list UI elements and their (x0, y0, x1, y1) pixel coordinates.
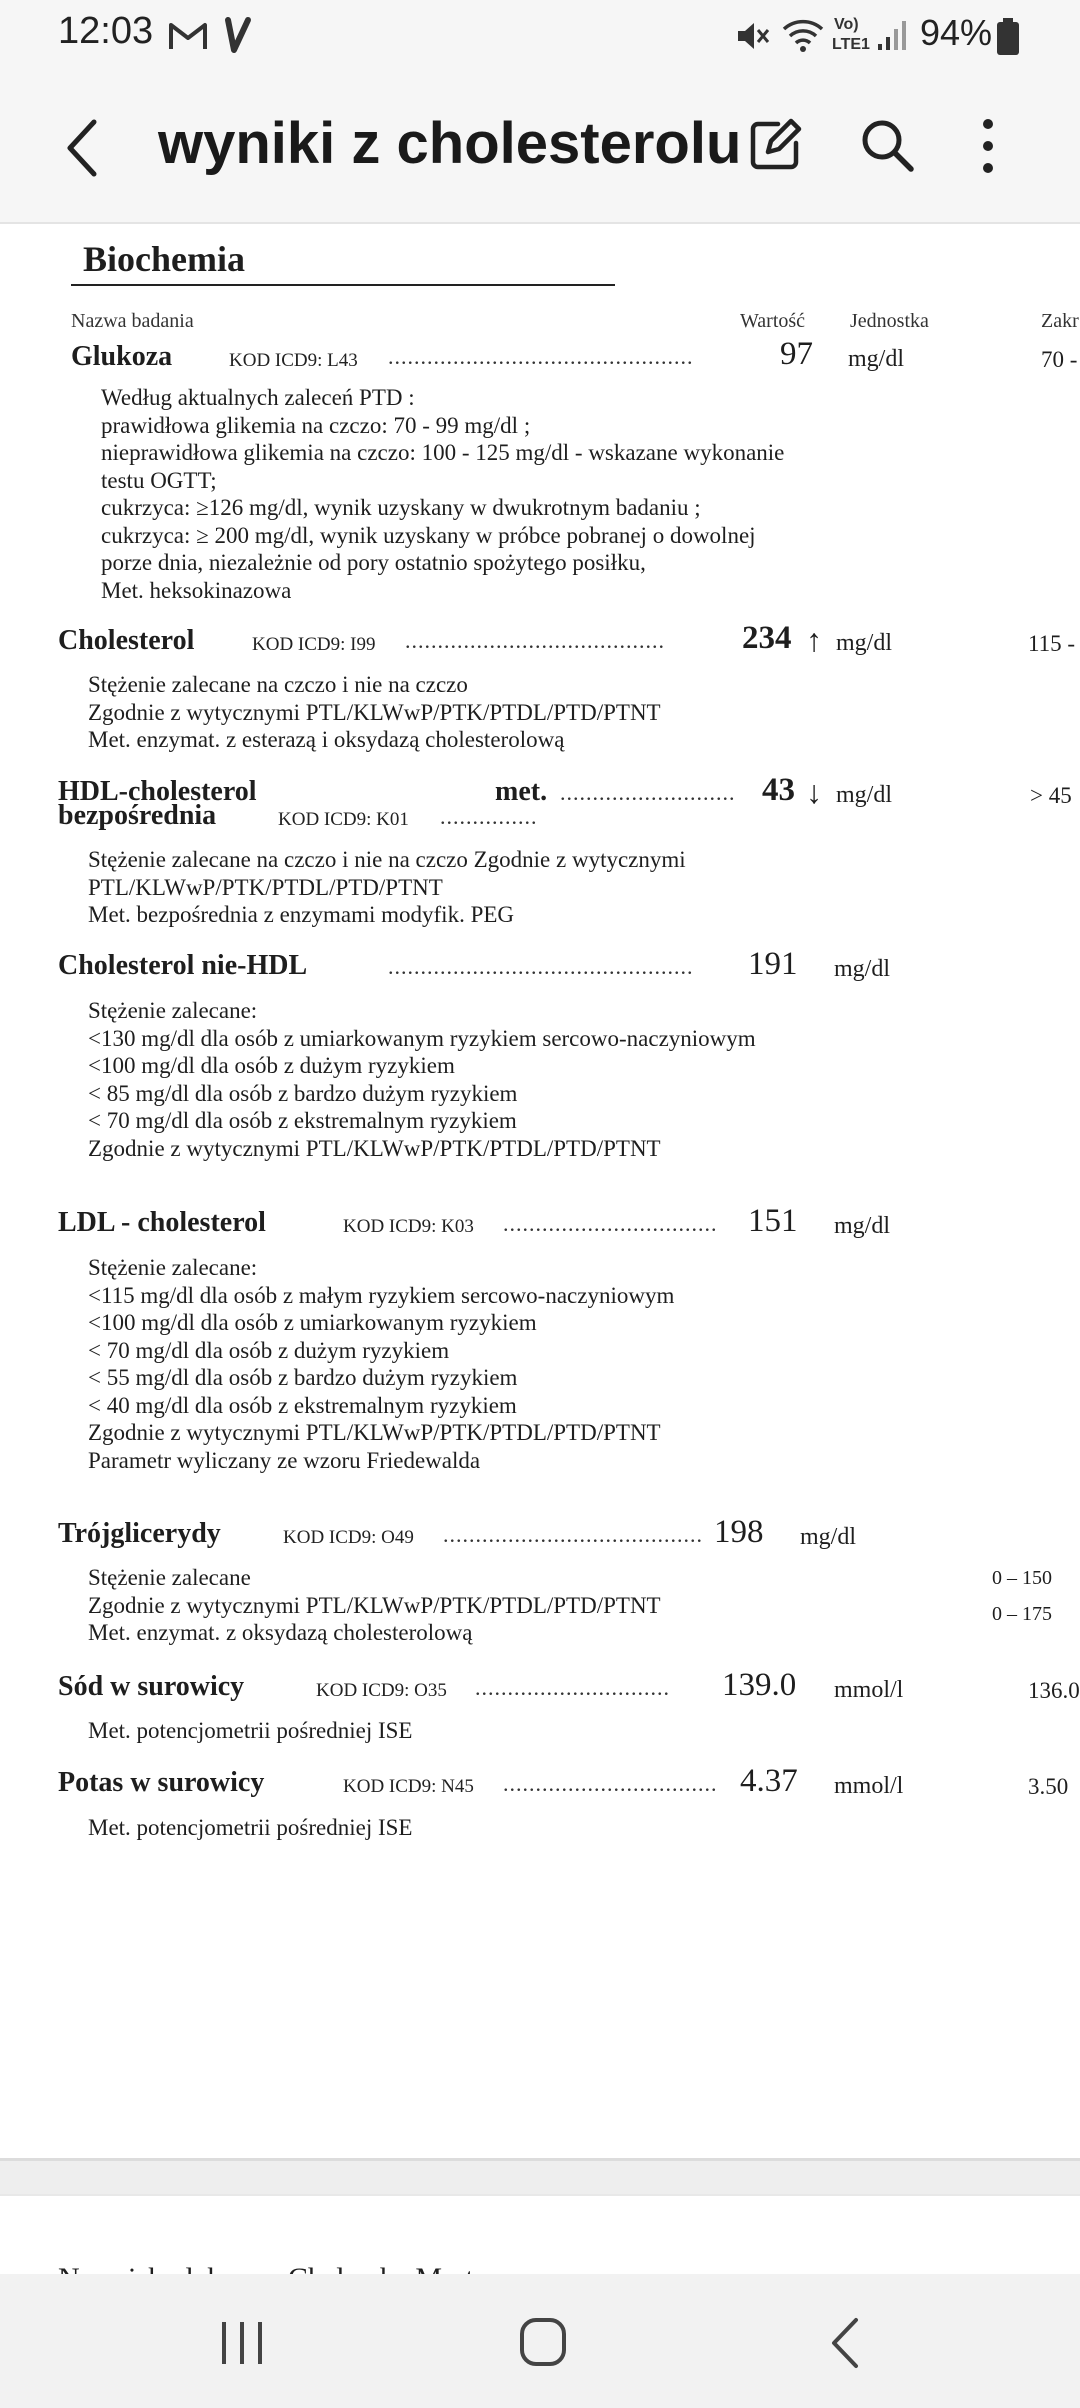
test-value: 198 (714, 1514, 764, 1550)
low-flag: ↓ (806, 774, 822, 810)
test-notes: Met. potencjometrii pośredniej ISE (88, 1718, 413, 1743)
test-unit: mg/dl (834, 956, 891, 982)
dot-leader: ............................................... (388, 954, 694, 979)
page-title: wyniki z cholesterolu (158, 111, 742, 176)
column-header-unit: Jednostka (850, 310, 929, 332)
next-pdf-page (0, 2198, 1080, 2274)
test-notes: Stężenie zalecane na czczo i nie na czczo Zgodnie z wytycznymi PTL/KLWwP/PTK/PTDL/PTD/PTNT Met. enzymat. z esterazą i oksydazą cholesterolową (88, 672, 661, 752)
reference-range: 136.0 (1028, 1678, 1080, 1703)
status-time: 12:03 (58, 10, 154, 52)
home-button[interactable] (518, 2316, 568, 2368)
test-notes: Stężenie zalecane: <115 mg/dl dla osób z małym ryzykiem sercowo-naczyniowym <100 mg/dl dla osób z umiarkowanym ryzykiem < 70 mg/dl dla osób z dużym ryzykiem < 55 mg/dl dla osób z bardzo dużym ryzykiem < 40 mg/dl dla osób z ekstremalnym ryzykiem Zgodnie z wytycznymi PTL/KLWwP/PTK/PTDL/PTD/PTNT Parametr wyliczany ze wzoru Friedewalda (88, 1255, 675, 1473)
page-separator (0, 2158, 1080, 2196)
test-code: KOD ICD9: O35 (316, 1680, 447, 1701)
high-flag: ↑ (806, 622, 822, 658)
status-bar (0, 0, 1080, 72)
wifi-icon (782, 16, 824, 54)
test-name: Sód w surowicy (58, 1671, 245, 1702)
test-code: KOD ICD9: N45 (343, 1776, 474, 1797)
gmail-icon (168, 20, 208, 52)
reference-range: 70 - (1041, 347, 1078, 372)
test-unit: mg/dl (848, 346, 905, 372)
test-code: KOD ICD9: K01 (278, 809, 409, 830)
test-name: LDL - cholesterol (58, 1207, 266, 1238)
test-value: 234 (742, 620, 792, 656)
dot-leader: ............... (440, 804, 538, 829)
reference-range: 115 - (1028, 631, 1076, 656)
volte-indicator: Vo) (834, 16, 859, 33)
test-unit: mmol/l (834, 1773, 904, 1799)
test-name-line2: bezpośrednia (58, 800, 217, 831)
test-unit: mg/dl (836, 630, 893, 656)
test-notes: Stężenie zalecane Zgodnie z wytycznymi PTL/KLWwP/PTK/PTDL/PTD/PTNT Met. enzymat. z oksydazą cholesterolową (88, 1565, 661, 1645)
back-button[interactable] (62, 118, 106, 178)
battery-percent: 94% (920, 12, 993, 53)
lte-indicator: LTE1 (832, 36, 870, 53)
test-name: Cholesterol nie-HDL (58, 950, 308, 981)
edit-button[interactable] (746, 116, 804, 174)
reference-range: 0 – 175 (992, 1603, 1052, 1625)
test-value: 43 (762, 772, 795, 808)
test-value: 191 (748, 946, 798, 982)
section-title-underline (71, 284, 615, 286)
nav-back-button[interactable] (826, 2316, 866, 2370)
search-button[interactable] (858, 116, 916, 174)
test-value: 139.0 (722, 1667, 797, 1703)
test-name: Cholesterol (58, 625, 195, 656)
dot-leader: ........................................ (443, 1522, 703, 1547)
test-name: HDL-cholesterol (58, 776, 257, 807)
test-code: KOD ICD9: K03 (343, 1216, 474, 1237)
more-options-button[interactable] (972, 116, 1004, 176)
test-name: Potas w surowicy (58, 1767, 265, 1798)
battery-icon (996, 18, 1020, 56)
test-unit: mmol/l (834, 1677, 904, 1703)
test-notes: Met. potencjometrii pośredniej ISE (88, 1815, 413, 1840)
app-notification-icon (222, 16, 252, 56)
test-name: Glukoza (71, 341, 173, 372)
reference-range: 3.50 (1028, 1774, 1069, 1799)
column-header-value: Wartość (740, 310, 806, 332)
dot-leader: ............................................... (388, 344, 694, 369)
reference-range: 0 – 150 (992, 1567, 1052, 1589)
test-value: 4.37 (740, 1763, 798, 1799)
test-value: 97 (780, 336, 813, 372)
column-header-range: Zakr (1041, 310, 1079, 332)
recent-apps-button[interactable] (216, 2318, 268, 2368)
test-notes: Stężenie zalecane: <130 mg/dl dla osób z umiarkowanym ryzykiem sercowo-naczyniowym <100 mg/dl dla osób z dużym ryzykiem < 85 mg/dl dla osób z bardzo dużym ryzykiem < 70 mg/dl dla osób z ekstremalnym ryzykiem Zgodnie z wytycznymi PTL/KLWwP/PTK/PTDL/PTD/PTNT (88, 998, 756, 1161)
dot-leader: ................................. (503, 1211, 718, 1236)
dot-leader: ........................................ (405, 628, 665, 653)
section-title: Biochemia (83, 239, 245, 279)
test-code: KOD ICD9: O49 (283, 1527, 414, 1548)
column-header-name: Nazwa badania (71, 310, 194, 332)
dot-leader: ........................... (560, 780, 736, 805)
test-code: KOD ICD9: I99 (252, 634, 376, 655)
dot-leader: .............................. (475, 1675, 670, 1700)
app-bar (0, 72, 1080, 224)
navigation-bar (0, 2274, 1080, 2408)
test-unit: mg/dl (834, 1213, 891, 1239)
reference-range: > 45 (1030, 783, 1072, 808)
test-notes: Stężenie zalecane na czczo i nie na czczo Zgodnie z wytycznymi PTL/KLWwP/PTK/PTDL/PTD/PTNT Met. bezpośrednia z enzymami modyfik. PEG (88, 847, 686, 927)
test-name: Trójglicerydy (58, 1518, 221, 1549)
test-code: KOD ICD9: L43 (229, 350, 358, 371)
signal-icon (876, 18, 910, 52)
test-name-method: met. (495, 776, 548, 807)
dot-leader: ................................. (503, 1771, 718, 1796)
test-value: 151 (748, 1203, 798, 1239)
test-unit: mg/dl (800, 1524, 857, 1550)
pdf-page (0, 224, 1080, 2158)
test-unit: mg/dl (836, 782, 893, 808)
mute-icon (734, 18, 770, 54)
test-notes: Według aktualnych zaleceń PTD : prawidłowa glikemia na czczo: 70 - 99 mg/dl ; nieprawidłowa glikemia na czczo: 100 - 125 mg/dl - wskazane wykonanie testu OGTT; cukrzyca: ≥126 mg/dl, wynik uzyskany w dwukrotnym badaniu ; cukrzyca: ≥ 200 mg/dl, wynik uzyskany w próbce pobranej o dowolnej porze dnia, niezależnie od pory ostatnio spożytego posiłku, Met. heksokinazowa (101, 385, 785, 603)
